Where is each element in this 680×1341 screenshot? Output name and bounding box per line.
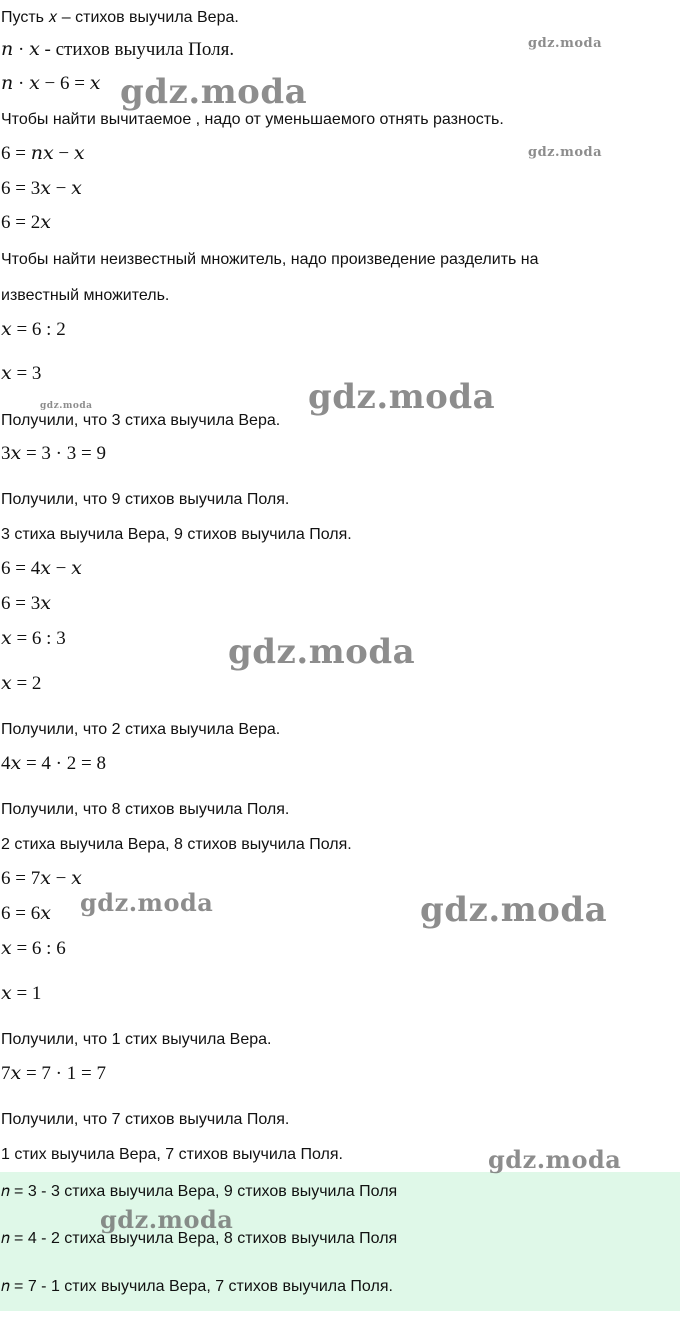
- equation: 6 = 4𝑥 − 𝑥: [1, 558, 82, 579]
- equation: 6 = 3𝑥: [1, 593, 51, 614]
- watermark: gdz.moda: [420, 890, 608, 930]
- summary: 2 стиха выучила Вера, 8 стихов выучила Поля.: [1, 836, 352, 853]
- equation: 6 = 7𝑥 − 𝑥: [1, 868, 82, 889]
- answer-line: 𝑛 = 3 - 3 стиха выучила Вера, 9 стихов выучила Поля: [1, 1183, 398, 1200]
- result-polya: Получили, что 7 стихов выучила Поля.: [1, 1111, 290, 1128]
- result-vera: Получили, что 2 стиха выучила Вера.: [1, 721, 281, 738]
- watermark: gdz.moda: [100, 1205, 234, 1234]
- watermark: gdz.moda: [528, 145, 603, 160]
- result-vera: Получили, что 1 стих выучила Вера.: [1, 1031, 272, 1048]
- equation: 𝑥 = 2: [1, 673, 42, 694]
- equation: 𝑥 = 6 : 6: [1, 938, 66, 959]
- equation: 𝑥 = 6 : 2: [1, 319, 66, 340]
- equation: 𝑥 = 1: [1, 983, 42, 1004]
- rule-factor-cont: известный множитель.: [1, 287, 170, 304]
- line-n-times-x: 𝑛 · 𝑥 - стихов выучила Поля.: [1, 39, 235, 60]
- line-let-x: Пусть 𝑥 – стихов выучила Вера.: [1, 9, 239, 26]
- watermark: gdz.moda: [488, 1145, 622, 1174]
- answer-line: 𝑛 = 7 - 1 стих выучила Вера, 7 стихов выучила Поля.: [1, 1278, 393, 1295]
- result-polya: Получили, что 9 стихов выучила Поля.: [1, 491, 290, 508]
- watermark: gdz.moda: [528, 36, 603, 51]
- watermark: gdz.moda: [40, 401, 93, 411]
- equation: 𝑥 = 3: [1, 363, 42, 384]
- equation: 6 = 6𝑥: [1, 903, 51, 924]
- rule-subtrahend: Чтобы найти вычитаемое , надо от уменьшаемого отнять разность.: [1, 111, 504, 128]
- result-polya: Получили, что 8 стихов выучила Поля.: [1, 801, 290, 818]
- answer-line: 𝑛 = 4 - 2 стиха выучила Вера, 8 стихов выучила Поля: [1, 1230, 398, 1247]
- equation: 𝑥 = 6 : 3: [1, 628, 66, 649]
- watermark: gdz.moda: [120, 72, 308, 112]
- equation: 6 = 3𝑥 − 𝑥: [1, 178, 82, 199]
- equation-main: 𝑛 · 𝑥 − 6 = 𝑥: [1, 73, 101, 94]
- equation: 3𝑥 = 3 · 3 = 9: [1, 443, 106, 464]
- rule-factor: Чтобы найти неизвестный множитель, надо произведение разделить на: [1, 251, 539, 268]
- equation: 6 = 2𝑥: [1, 212, 51, 233]
- summary: 3 стиха выучила Вера, 9 стихов выучила Поля.: [1, 526, 352, 543]
- watermark: gdz.moda: [80, 888, 214, 917]
- result-vera: Получили, что 3 стиха выучила Вера.: [1, 412, 281, 429]
- watermark: gdz.moda: [308, 377, 496, 417]
- equation: 6 = 𝑛𝑥 − 𝑥: [1, 143, 85, 164]
- equation: 4𝑥 = 4 · 2 = 8: [1, 753, 106, 774]
- summary: 1 стих выучила Вера, 7 стихов выучила Поля.: [1, 1146, 343, 1163]
- equation: 7𝑥 = 7 · 1 = 7: [1, 1063, 106, 1084]
- watermark: gdz.moda: [228, 632, 416, 672]
